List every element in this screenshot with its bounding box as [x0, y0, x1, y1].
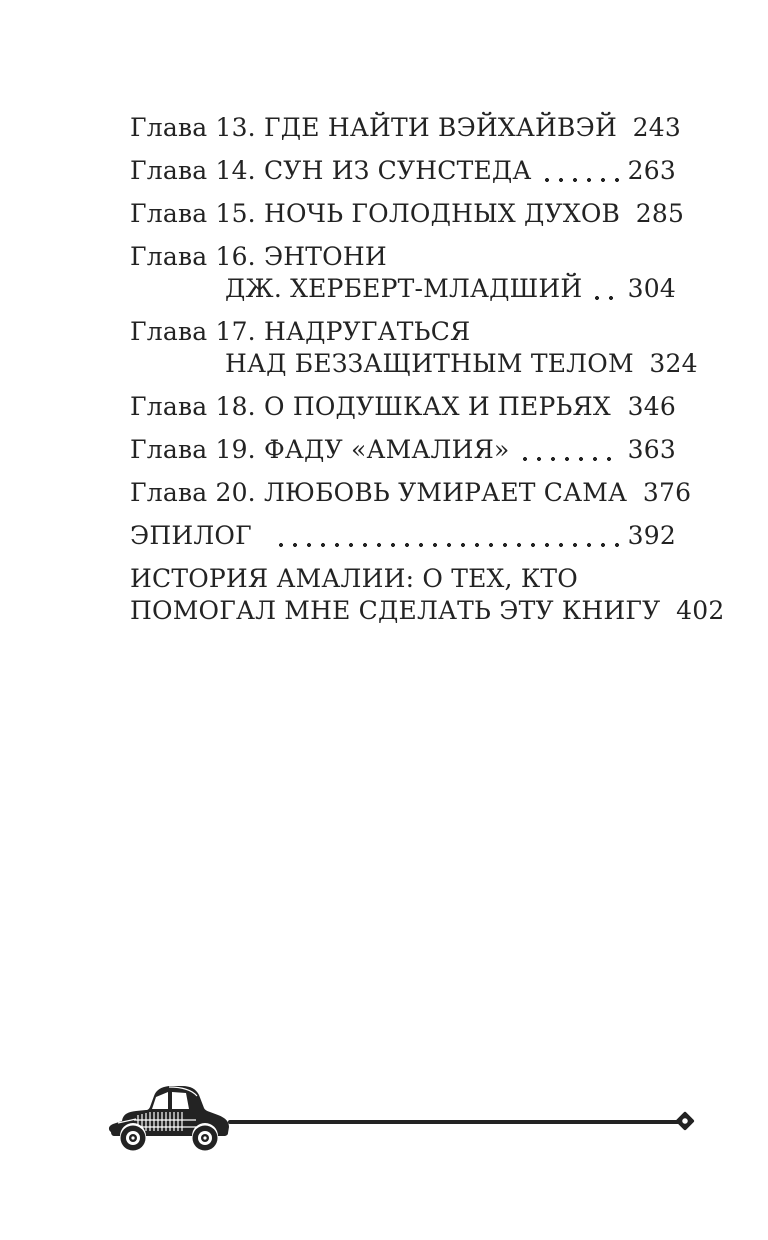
toc-entry — [130, 563, 725, 627]
dot-leader — [619, 391, 620, 423]
toc-entry-title-line2: ПОМОГАЛ МНЕ СДЕЛАТЬ ЭТУ КНИГУ — [130, 596, 661, 625]
toc-entry — [130, 391, 676, 423]
toc-entry-page: 324 — [649, 349, 698, 378]
toc-entry-title: Глава 20. ЛЮБОВЬ УМИРАЕТ САМА — [130, 478, 628, 507]
toc-entry — [130, 520, 676, 552]
toc-entry-page: 402 — [676, 596, 725, 625]
toc-entry-title: Глава 19. ФАДУ «АМАЛИЯ» — [130, 435, 510, 464]
dot-leader — [540, 155, 620, 187]
toc-entry — [130, 155, 676, 187]
toc-entry-title: Глава 13. ГДЕ НАЙТИ ВЭЙХАЙВЭЙ — [130, 113, 617, 142]
toc-entry — [130, 112, 681, 144]
toc-entry-title: ЭПИЛОГ — [130, 521, 252, 550]
dot-leader — [518, 434, 620, 466]
toc-entry-title: Глава 14. СУН ИЗ СУНСТЕДА — [130, 156, 532, 185]
diamond-end-icon — [675, 1111, 695, 1131]
toc-entry — [130, 434, 676, 466]
vintage-car-icon — [106, 1084, 234, 1154]
toc-entry-title: Глава 15. НОЧЬ ГОЛОДНЫХ ДУХОВ — [130, 199, 621, 228]
toc-entry-page: 376 — [642, 478, 692, 507]
toc-entry-page: 285 — [635, 199, 685, 228]
toc-entry-title-line2: НАД БЕЗЗАЩИТНЫМ ТЕЛОМ — [225, 349, 634, 378]
footer-ornament — [0, 1082, 768, 1162]
toc-entry-page: 363 — [627, 435, 676, 464]
toc-entry — [130, 477, 692, 509]
toc-entry — [130, 198, 685, 230]
dot-leader — [590, 273, 620, 305]
toc-entry-page: 263 — [627, 156, 676, 185]
toc-entry-page: 304 — [627, 274, 676, 303]
toc-entry — [130, 316, 698, 380]
toc-entry-title: ИСТОРИЯ АМАЛИИ: О ТЕХ, КТО — [130, 564, 578, 593]
toc-entry-title: Глава 18. О ПОДУШКАХ И ПЕРЬЯХ — [130, 392, 611, 421]
toc-entry-page: 346 — [627, 392, 676, 421]
dot-leader — [274, 520, 620, 552]
toc-entry-page: 243 — [632, 113, 681, 142]
toc-entry-page: 392 — [627, 521, 676, 550]
footer-rule — [228, 1120, 682, 1124]
toc-entry-title: Глава 16. ЭНТОНИ — [130, 242, 387, 271]
toc-entry — [130, 241, 676, 305]
toc-entry-title: Глава 17. НАДРУГАТЬСЯ — [130, 317, 471, 346]
toc-entry-title-line2: ДЖ. ХЕРБЕРТ-МЛАДШИЙ — [225, 274, 583, 303]
table-of-contents — [130, 112, 725, 638]
